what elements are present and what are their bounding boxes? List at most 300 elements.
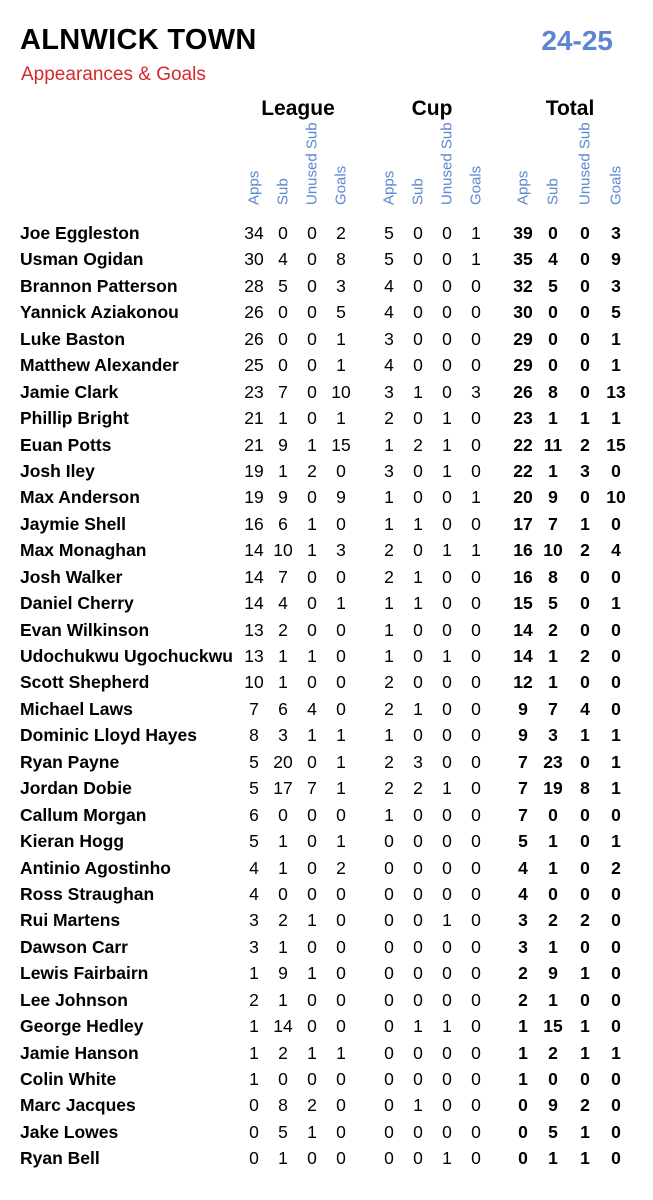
total-sub-cell: 0 (548, 223, 558, 243)
total-goals-cell: 1 (611, 593, 621, 614)
league-unused-sub-cell: 4 (307, 698, 317, 719)
league-sub-cell: 4 (278, 249, 288, 270)
league-unused-sub-cell: 2 (307, 460, 317, 481)
league-unused-sub-cell: 0 (307, 355, 317, 376)
league-apps-cell: 23 (244, 381, 264, 402)
player-name: Callum Morgan (20, 804, 147, 825)
total-unused-sub-cell: 0 (580, 566, 590, 587)
cup-apps-cell: 0 (384, 963, 394, 984)
col-header-label: Apps (380, 170, 398, 205)
league-apps-cell: 14 (244, 540, 264, 561)
league-unused-sub-cell: 1 (307, 963, 317, 984)
league-sub-cell: 4 (278, 593, 288, 614)
total-apps-cell: 7 (518, 778, 528, 799)
total-unused-sub-cell: 1 (580, 1121, 590, 1142)
total-unused-sub-cell: 1 (580, 963, 590, 984)
total-unused-sub-cell: 0 (580, 302, 590, 323)
cup-sub-cell: 0 (413, 910, 423, 931)
player-name: Ryan Bell (20, 1148, 100, 1169)
total-sub-cell: 0 (548, 302, 558, 323)
total-unused-sub-cell: 0 (580, 249, 590, 270)
league-sub-cell: 5 (278, 275, 288, 296)
table-row (0, 1120, 653, 1146)
total-goals-cell: 0 (611, 883, 621, 904)
league-apps-cell: 5 (249, 778, 259, 799)
total-goals-cell: 1 (611, 355, 621, 376)
league-apps-cell: 10 (244, 672, 264, 693)
league-apps-cell: 25 (244, 355, 264, 376)
cup-unused-sub-cell: 0 (442, 275, 452, 296)
league-goals-cell: 1 (336, 593, 346, 614)
cup-unused-sub-cell: 0 (442, 857, 452, 878)
player-name: Euan Potts (20, 434, 112, 455)
league-sub-cell: 5 (278, 1121, 288, 1142)
total-goals-cell: 0 (611, 936, 621, 957)
league-goals-cell: 15 (331, 434, 351, 455)
league-unused-sub-cell: 1 (307, 725, 317, 746)
total-goals-cell: 0 (611, 646, 621, 666)
cup-sub-cell: 1 (413, 1095, 423, 1116)
total-unused-sub-cell: 1 (580, 408, 590, 429)
cup-apps-cell: 1 (384, 646, 394, 666)
player-name: Dawson Carr (20, 936, 128, 957)
cup-apps-cell: 1 (384, 593, 394, 614)
league-apps-cell: 14 (244, 593, 264, 614)
player-name: Usman Ogidan (20, 249, 144, 270)
cup-apps-cell: 0 (384, 936, 394, 957)
cup-goals-cell: 1 (471, 249, 481, 270)
league-apps-cell: 6 (249, 804, 259, 825)
cup-apps-cell: 0 (384, 1016, 394, 1037)
total-goals-cell: 0 (611, 989, 621, 1010)
league-sub-cell: 9 (278, 963, 288, 984)
total-goals-cell: 0 (611, 963, 621, 984)
total-apps-cell: 23 (513, 408, 533, 429)
cup-unused-sub-cell: 0 (442, 513, 452, 534)
total-goals-cell: 3 (611, 223, 621, 243)
cup-goals-cell: 0 (471, 593, 481, 614)
total-sub-cell: 1 (548, 646, 558, 666)
cup-unused-sub-cell: 0 (442, 223, 452, 243)
total-sub-cell: 2 (548, 619, 558, 640)
total-apps-cell: 30 (513, 302, 533, 323)
cup-apps-cell: 2 (384, 408, 394, 429)
league-apps-cell: 2 (249, 989, 259, 1010)
cup-apps-cell: 0 (384, 989, 394, 1010)
table-row (0, 723, 653, 749)
total-unused-sub-cell: 0 (580, 1069, 590, 1089)
total-apps-cell: 16 (513, 540, 533, 561)
cup-apps-cell: 0 (384, 1121, 394, 1142)
page-subtitle: Appearances & Goals (21, 64, 206, 85)
cup-apps-cell: 2 (384, 751, 394, 772)
cup-unused-sub-cell: 1 (442, 1148, 452, 1169)
player-name: Jamie Hanson (20, 1042, 139, 1063)
total-goals-cell: 0 (611, 672, 621, 693)
cup-apps-cell: 1 (384, 725, 394, 746)
league-goals-cell: 0 (336, 804, 346, 825)
league-apps-cell: 0 (249, 1095, 259, 1116)
cup-sub-cell: 0 (413, 1069, 423, 1089)
cup-goals-cell: 0 (471, 302, 481, 323)
league-goals-cell: 0 (336, 566, 346, 587)
cup-sub-cell: 0 (413, 1042, 423, 1063)
cup-sub-cell: 1 (413, 381, 423, 402)
cup-apps-cell: 4 (384, 355, 394, 376)
cup-goals-cell: 0 (471, 751, 481, 772)
cup-sub-cell: 0 (413, 989, 423, 1010)
total-apps-cell: 39 (513, 223, 533, 243)
total-sub-cell: 9 (548, 487, 558, 508)
cup-goals-cell: 0 (471, 910, 481, 931)
league-unused-sub-cell: 0 (307, 408, 317, 429)
col-header-label: Goals (607, 165, 625, 205)
league-sub-cell: 2 (278, 1042, 288, 1063)
cup-apps-cell: 0 (384, 1095, 394, 1116)
cup-apps-cell: 0 (384, 1148, 394, 1169)
cup-sub-cell: 0 (413, 1148, 423, 1169)
table-row (0, 1146, 653, 1172)
total-goals-cell: 0 (611, 698, 621, 719)
total-sub-cell: 8 (548, 566, 558, 587)
player-name: Scott Shepherd (20, 672, 150, 693)
table-row (0, 221, 653, 247)
cup-goals-cell: 3 (471, 381, 481, 402)
col-header-label: Apps (245, 170, 263, 205)
total-goals-cell: 15 (606, 434, 626, 455)
cup-sub-cell: 0 (413, 831, 423, 852)
league-apps-cell: 19 (244, 460, 264, 481)
league-apps-cell: 21 (244, 434, 264, 455)
cup-goals-cell: 0 (471, 355, 481, 376)
cup-unused-sub-cell: 0 (442, 593, 452, 614)
cup-unused-sub-cell: 1 (442, 460, 452, 481)
league-sub-cell: 1 (278, 460, 288, 481)
total-goals-cell: 1 (611, 751, 621, 772)
total-unused-sub-cell: 2 (580, 434, 590, 455)
cup-unused-sub-cell: 0 (442, 302, 452, 323)
col-header-league-sub (272, 120, 294, 220)
table-row (0, 882, 653, 908)
total-sub-cell: 0 (548, 1069, 558, 1089)
total-apps-cell: 12 (513, 672, 533, 693)
league-goals-cell: 10 (331, 381, 351, 402)
cup-apps-cell: 0 (384, 1042, 394, 1063)
league-unused-sub-cell: 0 (307, 275, 317, 296)
player-name: Ross Straughan (20, 883, 155, 904)
cup-sub-cell: 0 (413, 725, 423, 746)
col-header-league-apps (243, 120, 265, 220)
cup-sub-cell: 0 (413, 460, 423, 481)
cup-goals-cell: 0 (471, 275, 481, 296)
total-apps-cell: 22 (513, 434, 533, 455)
total-sub-cell: 10 (543, 540, 563, 561)
table-row (0, 803, 653, 829)
cup-sub-cell: 0 (413, 883, 423, 904)
league-sub-cell: 2 (278, 910, 288, 931)
total-sub-cell: 1 (548, 460, 558, 481)
table-row (0, 697, 653, 723)
total-unused-sub-cell: 0 (580, 619, 590, 640)
total-apps-cell: 26 (513, 381, 533, 402)
table-row (0, 353, 653, 379)
cup-apps-cell: 1 (384, 513, 394, 534)
total-apps-cell: 4 (518, 883, 528, 904)
player-name: Jaymie Shell (20, 513, 127, 534)
league-goals-cell: 0 (336, 1069, 346, 1089)
league-sub-cell: 1 (278, 831, 288, 852)
league-apps-cell: 1 (249, 963, 259, 984)
cup-sub-cell: 0 (413, 328, 423, 349)
col-header-label: Goals (467, 165, 485, 205)
league-apps-cell: 34 (244, 223, 264, 243)
total-unused-sub-cell: 0 (580, 672, 590, 693)
league-goals-cell: 0 (336, 1095, 346, 1116)
league-unused-sub-cell: 0 (307, 1016, 317, 1037)
total-apps-cell: 9 (518, 725, 528, 746)
league-goals-cell: 3 (336, 275, 346, 296)
league-goals-cell: 1 (336, 408, 346, 429)
cup-unused-sub-cell: 1 (442, 408, 452, 429)
league-goals-cell: 0 (336, 910, 346, 931)
player-name: Marc Jacques (20, 1095, 136, 1116)
cup-unused-sub-cell: 0 (442, 1042, 452, 1063)
total-unused-sub-cell: 1 (580, 513, 590, 534)
player-name: Josh Walker (20, 566, 123, 587)
total-apps-cell: 29 (513, 355, 533, 376)
total-sub-cell: 3 (548, 725, 558, 746)
cup-sub-cell: 0 (413, 1121, 423, 1142)
league-sub-cell: 1 (278, 1148, 288, 1169)
league-sub-cell: 20 (273, 751, 293, 772)
league-sub-cell: 1 (278, 646, 288, 666)
cup-goals-cell: 1 (471, 540, 481, 561)
table-row (0, 1067, 653, 1093)
total-goals-cell: 1 (611, 778, 621, 799)
league-sub-cell: 1 (278, 989, 288, 1010)
total-goals-cell: 0 (611, 1095, 621, 1116)
cup-sub-cell: 0 (413, 302, 423, 323)
cup-goals-cell: 0 (471, 1042, 481, 1063)
total-sub-cell: 7 (548, 513, 558, 534)
cup-unused-sub-cell: 0 (442, 963, 452, 984)
total-sub-cell: 5 (548, 275, 558, 296)
total-sub-cell: 0 (548, 804, 558, 825)
total-unused-sub-cell: 8 (580, 778, 590, 799)
total-apps-cell: 3 (518, 910, 528, 931)
table-row (0, 459, 653, 485)
cup-goals-cell: 0 (471, 698, 481, 719)
total-goals-cell: 2 (611, 857, 621, 878)
league-goals-cell: 2 (336, 223, 346, 243)
league-sub-cell: 0 (278, 804, 288, 825)
league-sub-cell: 8 (278, 1095, 288, 1116)
player-name: Phillip Bright (20, 408, 129, 429)
cup-sub-cell: 1 (413, 698, 423, 719)
cup-apps-cell: 1 (384, 804, 394, 825)
cup-unused-sub-cell: 0 (442, 725, 452, 746)
table-row (0, 406, 653, 432)
cup-unused-sub-cell: 0 (442, 566, 452, 587)
total-unused-sub-cell: 0 (580, 804, 590, 825)
league-unused-sub-cell: 0 (307, 831, 317, 852)
total-sub-cell: 7 (548, 698, 558, 719)
total-sub-cell: 0 (548, 355, 558, 376)
group-header-total: Total (545, 97, 595, 120)
cup-apps-cell: 0 (384, 883, 394, 904)
league-sub-cell: 1 (278, 672, 288, 693)
cup-apps-cell: 3 (384, 328, 394, 349)
cup-unused-sub-cell: 0 (442, 249, 452, 270)
cup-sub-cell: 1 (413, 513, 423, 534)
cup-sub-cell: 0 (413, 223, 423, 243)
cup-goals-cell: 0 (471, 672, 481, 693)
cup-unused-sub-cell: 0 (442, 355, 452, 376)
league-goals-cell: 0 (336, 1016, 346, 1037)
total-apps-cell: 3 (518, 936, 528, 957)
cup-apps-cell: 3 (384, 381, 394, 402)
league-apps-cell: 7 (249, 698, 259, 719)
league-unused-sub-cell: 0 (307, 249, 317, 270)
col-header-total-sub (542, 120, 564, 220)
league-goals-cell: 9 (336, 487, 346, 508)
cup-sub-cell: 2 (413, 434, 423, 455)
league-unused-sub-cell: 1 (307, 1042, 317, 1063)
total-apps-cell: 0 (518, 1121, 528, 1142)
group-header-league: League (261, 97, 335, 120)
total-sub-cell: 5 (548, 1121, 558, 1142)
table-row (0, 776, 653, 802)
player-name: Max Anderson (20, 487, 140, 508)
league-unused-sub-cell: 0 (307, 1069, 317, 1089)
league-sub-cell: 6 (278, 698, 288, 719)
total-unused-sub-cell: 2 (580, 540, 590, 561)
table-row (0, 1041, 653, 1067)
total-apps-cell: 35 (513, 249, 533, 270)
total-apps-cell: 29 (513, 328, 533, 349)
col-header-label: Sub (409, 178, 427, 205)
total-unused-sub-cell: 0 (580, 381, 590, 402)
league-apps-cell: 28 (244, 275, 264, 296)
total-unused-sub-cell: 0 (580, 487, 590, 508)
player-name: Evan Wilkinson (20, 619, 150, 640)
cup-sub-cell: 0 (413, 672, 423, 693)
total-goals-cell: 0 (611, 804, 621, 825)
league-goals-cell: 1 (336, 355, 346, 376)
league-sub-cell: 9 (278, 434, 288, 455)
cup-unused-sub-cell: 0 (442, 328, 452, 349)
table-row (0, 618, 653, 644)
table-row (0, 750, 653, 776)
total-apps-cell: 7 (518, 804, 528, 825)
cup-apps-cell: 0 (384, 910, 394, 931)
table-row (0, 856, 653, 882)
total-sub-cell: 0 (548, 883, 558, 904)
col-header-label: Unused Sub (438, 122, 456, 205)
cup-goals-cell: 0 (471, 460, 481, 481)
cup-apps-cell: 2 (384, 698, 394, 719)
league-apps-cell: 19 (244, 487, 264, 508)
player-name: Udochukwu Ugochuckwu (20, 646, 233, 666)
player-name: Dominic Lloyd Hayes (20, 725, 197, 746)
cup-sub-cell: 0 (413, 249, 423, 270)
cup-unused-sub-cell: 1 (442, 540, 452, 561)
cup-sub-cell: 0 (413, 857, 423, 878)
total-unused-sub-cell: 1 (580, 1042, 590, 1063)
cup-sub-cell: 0 (413, 963, 423, 984)
league-sub-cell: 9 (278, 487, 288, 508)
total-unused-sub-cell: 0 (580, 328, 590, 349)
league-unused-sub-cell: 0 (307, 487, 317, 508)
total-goals-cell: 0 (611, 513, 621, 534)
player-name: George Hedley (20, 1016, 144, 1037)
col-header-label: Unused Sub (303, 122, 321, 205)
total-sub-cell: 1 (548, 989, 558, 1010)
league-apps-cell: 4 (249, 857, 259, 878)
table-row (0, 1014, 653, 1040)
league-sub-cell: 10 (273, 540, 293, 561)
player-name: Michael Laws (20, 698, 133, 719)
page-title: ALNWICK TOWN (20, 24, 257, 56)
player-name: Daniel Cherry (20, 593, 134, 614)
cup-goals-cell: 0 (471, 989, 481, 1010)
league-apps-cell: 26 (244, 302, 264, 323)
league-goals-cell: 0 (336, 1121, 346, 1142)
total-sub-cell: 1 (548, 408, 558, 429)
league-goals-cell: 0 (336, 883, 346, 904)
total-sub-cell: 15 (543, 1016, 563, 1037)
league-goals-cell: 8 (336, 249, 346, 270)
cup-apps-cell: 2 (384, 566, 394, 587)
cup-unused-sub-cell: 0 (442, 751, 452, 772)
league-goals-cell: 5 (336, 302, 346, 323)
cup-apps-cell: 1 (384, 487, 394, 508)
total-goals-cell: 5 (611, 302, 621, 323)
cup-goals-cell: 0 (471, 963, 481, 984)
player-name: Lewis Fairbairn (20, 963, 149, 984)
col-header-cup-apps (378, 120, 400, 220)
total-goals-cell: 0 (611, 566, 621, 587)
league-apps-cell: 26 (244, 328, 264, 349)
cup-apps-cell: 0 (384, 857, 394, 878)
league-sub-cell: 1 (278, 936, 288, 957)
league-sub-cell: 0 (278, 1069, 288, 1089)
table-row (0, 1093, 653, 1119)
league-apps-cell: 8 (249, 725, 259, 746)
total-sub-cell: 2 (548, 910, 558, 931)
cup-goals-cell: 0 (471, 566, 481, 587)
league-goals-cell: 0 (336, 698, 346, 719)
cup-apps-cell: 4 (384, 275, 394, 296)
league-unused-sub-cell: 1 (307, 540, 317, 561)
cup-sub-cell: 1 (413, 593, 423, 614)
cup-unused-sub-cell: 0 (442, 381, 452, 402)
league-goals-cell: 0 (336, 646, 346, 666)
total-apps-cell: 17 (513, 513, 533, 534)
total-goals-cell: 13 (606, 381, 626, 402)
total-goals-cell: 0 (611, 1069, 621, 1089)
total-unused-sub-cell: 0 (580, 593, 590, 614)
cup-sub-cell: 0 (413, 408, 423, 429)
cup-sub-cell: 0 (413, 355, 423, 376)
player-name: Luke Baston (20, 328, 126, 349)
cup-goals-cell: 0 (471, 1095, 481, 1116)
league-apps-cell: 3 (249, 936, 259, 957)
league-goals-cell: 1 (336, 1042, 346, 1063)
total-goals-cell: 4 (611, 540, 621, 561)
total-sub-cell: 23 (543, 751, 563, 772)
league-sub-cell: 0 (278, 883, 288, 904)
